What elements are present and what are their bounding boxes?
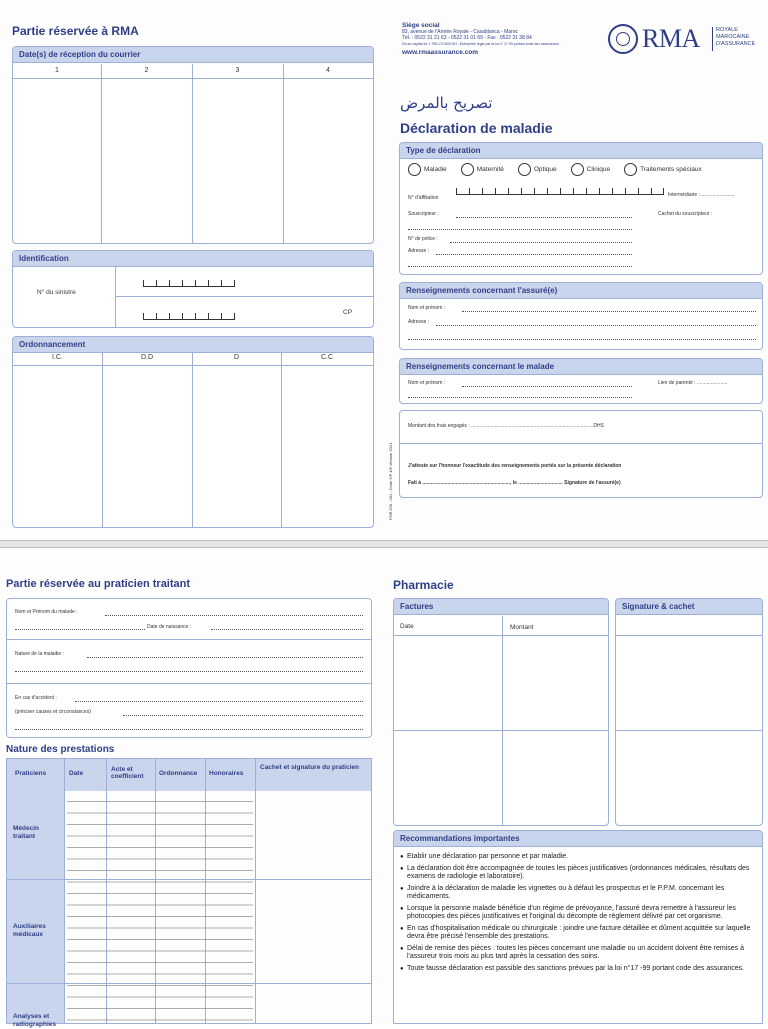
souscripteur-label: Souscripteur : <box>408 211 439 217</box>
logo-sub-1: ROYALE <box>716 27 738 33</box>
facture-montant-label: Montant <box>510 624 534 631</box>
col-ordonnance: Ordonnance <box>159 770 198 777</box>
option-clinique[interactable]: Clinique <box>571 163 611 176</box>
nature-maladie-field[interactable] <box>87 657 363 658</box>
identification-header: Identification <box>13 251 373 267</box>
nom-malade-field-2[interactable] <box>15 629 145 630</box>
reception-header: Date(s) de réception du courrier <box>13 47 373 63</box>
option-traitements-speciaux[interactable]: Traitements spéciaux <box>624 163 702 176</box>
col-date: Date <box>69 770 84 777</box>
rma-logo-text: RMA <box>642 24 700 53</box>
reception-panel <box>12 46 374 244</box>
arabic-title: تصريح بالمرض <box>400 94 493 112</box>
recommandations-list <box>400 853 756 977</box>
rec-item-5: ● En cas d'hospitalisation médicale ou chirurgicale : joindre une facture détaillée et dûment acquittée sur laquelle devra être précisé l'ensemble des prestations. <box>400 925 756 941</box>
accident-label: En cas d'accident : <box>15 695 57 701</box>
preciser-label: (préciser causes et circonstances) <box>15 709 91 715</box>
reception-col-2: 2 <box>144 67 149 74</box>
logo-sub-2: MAROCAINE <box>716 34 750 40</box>
affiliation-field[interactable] <box>456 186 664 195</box>
assure-header: Renseignements concernant l'assuré(e) <box>400 283 762 299</box>
company-address: 83, avenue de l'Armée Royale - Casablanca - Maroc <box>402 29 519 35</box>
signature-header: Signature & cachet <box>616 599 762 615</box>
prestations-entry-lines[interactable] <box>67 791 253 1023</box>
souscripteur-field[interactable] <box>456 217 632 218</box>
col-cachet: Cachet et signature du praticien <box>260 764 359 771</box>
col-praticiens: Praticiens <box>15 770 47 777</box>
ordonnancement-panel <box>12 336 374 528</box>
preciser-field[interactable] <box>123 715 363 716</box>
identification-panel <box>12 250 374 328</box>
nature-maladie-label: Nature de la maladie : <box>15 651 64 657</box>
ordo-col-dd: D.D <box>140 354 154 361</box>
prestations-table <box>6 758 372 1028</box>
ordo-col-ic: I.C. <box>52 354 63 361</box>
sinistre-label: N° du sinistre <box>37 289 76 296</box>
reception-grid <box>13 64 373 243</box>
affiliation-label: N° d'affiliation <box>408 195 439 201</box>
malade-header: Renseignements concernant le malade <box>400 359 762 375</box>
preciser-field-2[interactable] <box>15 729 363 730</box>
montant-panel <box>399 410 763 498</box>
recommandations-header: Recommandations importantes <box>394 831 762 847</box>
rma-logo <box>608 22 764 58</box>
pharmacie-title: Pharmacie <box>393 578 454 592</box>
intermediaire-label: Intermédiaire : ........................ <box>668 192 735 198</box>
fait-a-line[interactable]: Fait à ..............................................................., le ................................ Signature de l'assuré(e) <box>408 480 621 486</box>
rec-item-6: ● Délai de remise des pièces : toutes les pièces concernant une maladie ou un accident doivent être remises à l'assureur trois mois au plus tard après la cessation des soins. <box>400 945 756 961</box>
col-acte: Acte et coefficient <box>111 766 144 780</box>
prestations-title: Nature des prestations <box>6 744 115 755</box>
police-label: N° de police : <box>408 236 438 242</box>
facture-date-label: Date <box>400 623 414 630</box>
row-medecin-traitant: Médecin traitant <box>13 825 40 840</box>
assure-adresse-field-2[interactable] <box>408 339 756 340</box>
souscripteur-field-2[interactable] <box>408 229 632 230</box>
reception-col-3: 3 <box>235 67 240 74</box>
row-analyses: Analyses et radiographies <box>13 1013 56 1028</box>
option-maladie[interactable]: Maladie <box>408 163 447 176</box>
radio-maladie-icon[interactable] <box>408 163 421 176</box>
type-options <box>408 163 702 176</box>
sinistre-field-1[interactable] <box>143 278 235 287</box>
ordo-col-d: D <box>233 354 240 361</box>
adresse-field[interactable] <box>436 254 632 255</box>
police-field[interactable] <box>450 242 632 243</box>
type-declaration-header: Type de déclaration <box>400 143 762 159</box>
nom-malade-label: Nom et Prénom du malade : <box>15 609 78 615</box>
assure-adresse-label: Adresse : <box>408 319 430 325</box>
reception-col-4: 4 <box>326 67 330 74</box>
rec-item-1: ● Etablir une déclaration par personne et par maladie. <box>400 853 756 861</box>
cachet-souscripteur-label: Cachet du souscripteur : <box>658 211 713 217</box>
factures-header: Factures <box>394 599 608 615</box>
radio-traitements-icon[interactable] <box>624 163 637 176</box>
sinistre-field-2[interactable] <box>143 311 235 320</box>
adresse-label: Adresse : <box>408 248 430 254</box>
col-honoraires: Honoraires <box>209 770 244 777</box>
recommandations-panel <box>393 830 763 1024</box>
reception-col-1: 1 <box>55 67 59 74</box>
malade-panel <box>399 358 763 404</box>
malade-nom-field[interactable] <box>462 386 632 387</box>
rec-item-2: ● La déclaration doit être accompagnée de toutes les pièces justificatives (ordonnances médicales, résultats des examens de radiologie et laboratoire). <box>400 865 756 881</box>
company-phones: Tél. : 0522 31 21 63 - 0522 31 01 69 - Fax : 0522 31 38 84 <box>402 35 532 41</box>
date-naissance-label: Date de naissance : <box>147 624 192 630</box>
lien-parente-label: Lien de parenté : ...................... <box>658 380 728 386</box>
rec-item-4: ● Lorsque la personne malade bénéficie d'un régime de prévoyance, l'assuré devra remettre à l'assureur les photocopies des pièces justificatives et l'original du décompte de règlement délivré par cet organisme. <box>400 905 756 921</box>
radio-optique-icon[interactable] <box>518 163 531 176</box>
rma-emblem-icon <box>608 24 638 54</box>
bottom-sheet <box>0 548 768 1028</box>
accident-field[interactable] <box>75 701 363 702</box>
montant-label[interactable]: Montant des frais engagés : ........................................................................................DHS <box>408 423 604 429</box>
cp-label: CP <box>343 309 353 316</box>
company-website: www.rmaassurance.com <box>402 49 478 56</box>
malade-nom-field-2[interactable] <box>408 397 632 398</box>
siege-title: Siège social <box>402 22 440 29</box>
attestation-text: J'atteste sur l'honneur l'exactitude des renseignements portés sur la présente déclaration <box>408 463 622 469</box>
page-separator <box>0 540 768 548</box>
option-maternite[interactable]: Maternité <box>461 163 504 176</box>
ordonnancement-header: Ordonnancement <box>13 337 373 353</box>
signature-panel <box>615 598 763 826</box>
assure-adresse-field[interactable] <box>436 325 756 326</box>
rec-item-3: ● Joindre à la déclaration de maladie les vignettes ou à défaut les prospectus et le P.P.M. concernant les médicaments. <box>400 885 756 901</box>
assure-panel <box>399 282 763 350</box>
factures-panel <box>393 598 609 826</box>
nature-maladie-field-2[interactable] <box>15 671 363 672</box>
row-auxiliaires: Auxiliaires médicaux <box>13 923 46 938</box>
praticien-title: Partie réservée au praticien traitant <box>6 578 191 590</box>
rma-section-title: Partie réservée à RMA <box>12 24 139 38</box>
radio-maternite-icon[interactable] <box>461 163 474 176</box>
company-legal: SA au capital de 1.796.170.800 DH - Entreprise régie par la loi n° 17-99 portant code des assurances <box>402 42 559 46</box>
malade-nom-label: Nom et prénom : <box>408 380 446 386</box>
option-optique[interactable]: Optique <box>518 163 557 176</box>
rec-item-7: ● Toute fausse déclaration est passible des sanctions prévues par la loi n°17 -99 portant code des assurances. <box>400 965 756 973</box>
ordo-col-cc: C.C <box>320 354 334 361</box>
radio-clinique-icon[interactable] <box>571 163 584 176</box>
type-declaration-panel <box>399 142 763 275</box>
company-info <box>402 22 612 56</box>
declaration-title: Déclaration de maladie <box>400 120 553 136</box>
adresse-field-2[interactable] <box>408 266 632 267</box>
praticien-panel <box>6 598 372 738</box>
side-code: FOR.GM - 001 - Code GP 4/6 Version 2021 <box>388 442 393 520</box>
logo-sub-3: D'ASSURANCE <box>716 41 756 47</box>
date-naissance-field[interactable] <box>211 629 363 630</box>
assure-nom-label: Nom et prénom : <box>408 305 446 311</box>
nom-malade-field[interactable] <box>105 615 363 616</box>
assure-nom-field[interactable] <box>462 311 756 312</box>
